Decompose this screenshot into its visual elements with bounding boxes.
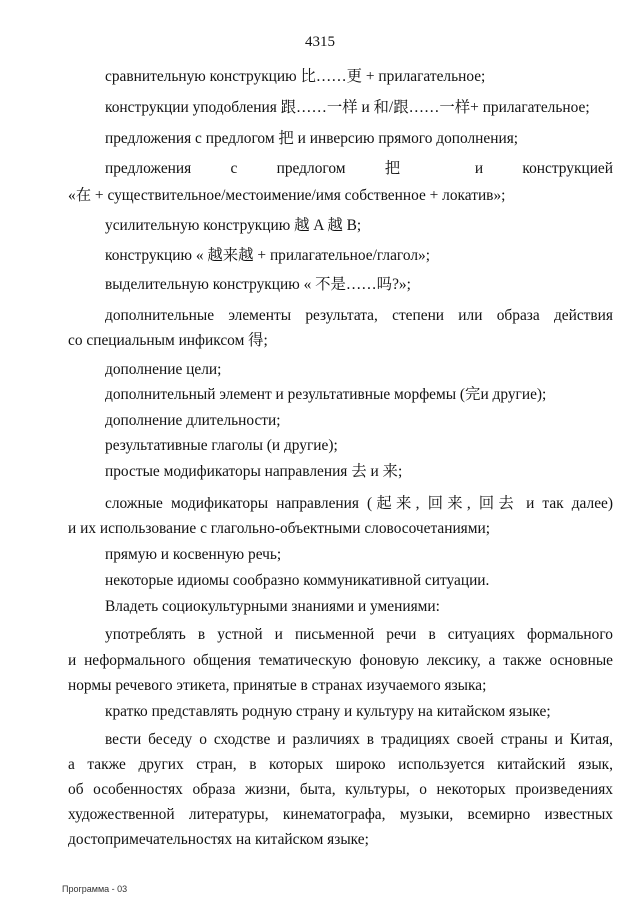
- text-line: художественной литературы, кинематографа, музыки, всемирно известных: [68, 806, 613, 823]
- text-line: прямую и косвенную речь;: [105, 546, 282, 563]
- text-line: дополнение цели;: [105, 361, 222, 378]
- text-line: предложения с предлогом 把 и конструкцией: [105, 160, 613, 177]
- text-line: Владеть социокультурными знаниями и умениями:: [105, 598, 440, 615]
- text-line: дополнение длительности;: [105, 412, 281, 429]
- footer-label: Программа - 03: [62, 884, 128, 894]
- text-line: сложные модификаторы направления (起来, 回来, 回去 и так далее): [105, 495, 613, 512]
- text-line: употреблять в устной и письменной речи в ситуациях формального: [105, 626, 613, 643]
- text-line: результативные глаголы (и другие);: [105, 437, 338, 454]
- page-number: 4315: [305, 34, 335, 50]
- text-line: нормы речевого этикета, принятые в странах изучаемого языка;: [68, 677, 487, 694]
- text-line: и их использование с глагольно-объектными словосочетаниями;: [68, 520, 491, 537]
- text-line: предложения с предлогом 把 и инверсию прямого дополнения;: [105, 130, 519, 147]
- text-line: конструкции уподобления 跟……一样 и 和/跟……一样+ прилагательное;: [105, 99, 590, 116]
- text-line: выделительную конструкцию « 不是……吗?»;: [105, 276, 411, 293]
- text-line: дополнительные элементы результата, степени или образа действия: [105, 307, 613, 324]
- text-line: кратко представлять родную страну и культуру на китайском языке;: [105, 703, 551, 720]
- text-line: сравнительную конструкцию 比……更 + прилагательное;: [105, 68, 486, 85]
- text-line: дополнительный элемент и результативные морфемы (完и другие);: [105, 386, 547, 403]
- text-line: и неформального общения тематическую фоновую лексику, а также основные: [68, 652, 613, 669]
- text-line: вести беседу о сходстве и различиях в традициях своей страны и Китая,: [105, 731, 613, 748]
- text-line: со специальным инфиксом 得;: [68, 332, 268, 349]
- text-line: конструкцию « 越来越 + прилагательное/глагол»;: [105, 247, 430, 264]
- text-line: «在 + существительное/местоимение/имя собственное + локатив»;: [68, 187, 506, 204]
- text-line: об особенностях образа жизни, быта, культуры, о некоторых произведениях: [68, 781, 613, 798]
- text-line: достопримечательностях на китайском языке;: [68, 831, 369, 848]
- text-line: некоторые идиомы сообразно коммуникативной ситуации.: [105, 572, 490, 589]
- text-line: а также других стран, в которых широко используется китайский язык,: [68, 756, 613, 773]
- text-line: простые модификаторы направления 去 и 来;: [105, 463, 403, 480]
- text-line: усилительную конструкцию 越 A 越 B;: [105, 217, 362, 234]
